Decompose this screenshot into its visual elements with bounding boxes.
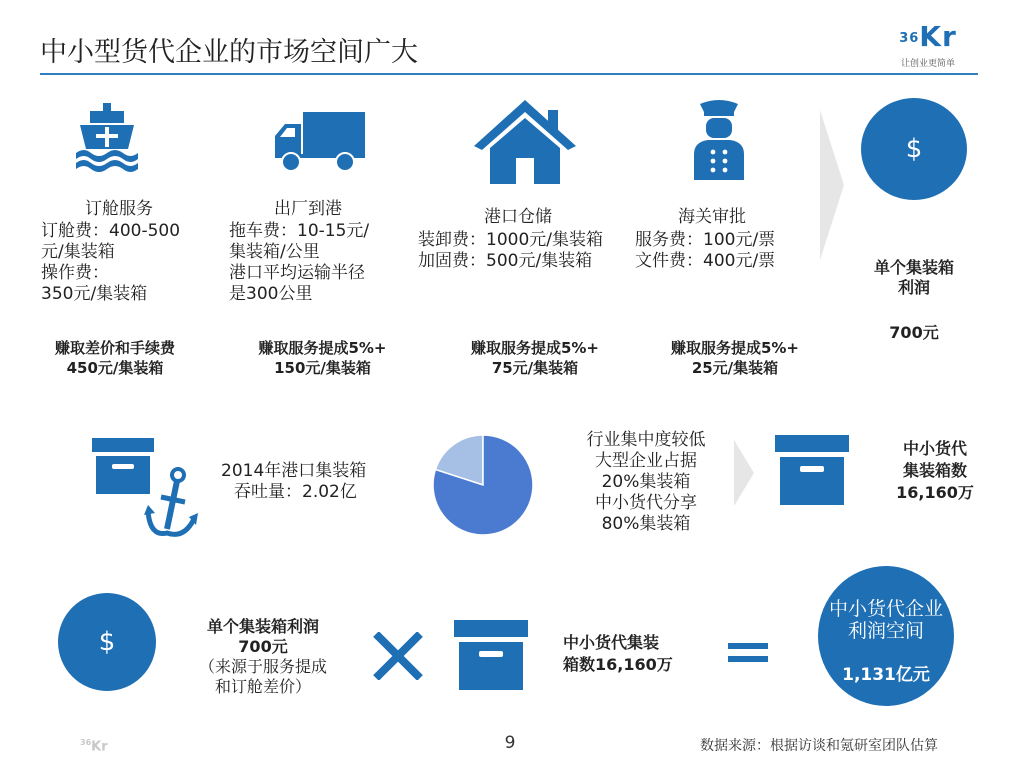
earn-warehouse <box>455 338 615 378</box>
box-icon <box>454 620 528 690</box>
earn-label: 赚取服务提成5%+ <box>470 339 600 357</box>
earn-label: 赚取差价和手续费 <box>54 339 175 357</box>
service-detail-warehouse <box>418 230 603 272</box>
formula-boxes-line: 中小货代集装 <box>563 633 660 652</box>
earn-label: 赚取服务提成5%+ <box>670 339 800 357</box>
throughput-text <box>221 461 366 503</box>
earn-value: 450元/集装箱 <box>66 359 164 377</box>
service-line: 加固费：500元/集装箱 <box>418 251 593 271</box>
service-title-trucking: 出厂到港 <box>274 199 342 219</box>
data-source-note: 数据来源：根据访谈和氪研室团队估算 <box>700 738 938 754</box>
service-detail-customs <box>635 230 775 272</box>
result-circle <box>818 566 954 706</box>
formula-boxes <box>563 632 673 676</box>
result-line: 中小货代企业 <box>828 598 943 620</box>
service-line: 文件费：400元/票 <box>635 251 776 271</box>
earn-value: 25元/集装箱 <box>691 359 779 377</box>
earn-customs <box>655 338 815 378</box>
logo-slogan: 让创业更简单 <box>900 59 955 69</box>
service-line: 拖车费：10-15元/ <box>229 221 370 241</box>
result-value: 1,131亿元 <box>842 665 930 685</box>
logo-main-text: Kr <box>919 20 957 53</box>
market-share-pie <box>430 432 536 538</box>
service-title-customs: 海关审批 <box>678 207 746 227</box>
service-line: 元/集装箱 <box>41 242 115 262</box>
formula-boxes-line: 箱数16,160万 <box>563 655 673 674</box>
formula-profit-note: （来源于服务提成 <box>198 657 327 676</box>
truck-icon <box>275 112 365 172</box>
page-number: 9 <box>504 733 516 753</box>
logo-superscript: 36 <box>899 31 920 46</box>
box-icon <box>775 435 849 505</box>
concentration-line: 行业集中度较低 <box>586 430 706 450</box>
concentration-line: 80%集装箱 <box>601 514 691 534</box>
throughput-line: 2014年港口集装箱 <box>221 461 367 481</box>
equals-icon <box>728 642 768 664</box>
footer-logo-superscript: 36 <box>80 738 92 747</box>
header-divider <box>40 73 978 75</box>
earn-value: 75元/集装箱 <box>491 359 579 377</box>
boxes-value: 16,160万 <box>896 483 974 502</box>
concentration-line: 中小货代分享 <box>595 493 697 513</box>
small-forwarder-boxes <box>880 438 990 504</box>
profit-summary-value: 700元 <box>889 323 939 342</box>
earn-booking <box>30 338 200 378</box>
customs-officer-icon <box>694 98 744 180</box>
anchor-icon <box>144 467 200 545</box>
dollar-icon: $ <box>58 593 156 691</box>
footer-logo-text: Kr <box>91 739 108 755</box>
boxes-line: 中小货代 <box>902 439 967 458</box>
concentration-text <box>566 430 726 535</box>
profit-summary-line: 利润 <box>897 278 930 297</box>
multiply-icon <box>372 632 424 680</box>
footer-logo <box>80 738 108 754</box>
earn-trucking <box>240 338 405 378</box>
formula-profit <box>178 617 348 697</box>
house-icon <box>474 100 576 184</box>
brand-logo <box>888 22 968 69</box>
service-title-warehouse: 港口仓储 <box>484 207 552 227</box>
formula-profit-note: 和订舱差价） <box>214 677 311 696</box>
throughput-line: 吞吐量：2.02亿 <box>234 482 357 502</box>
profit-summary-label <box>852 258 976 298</box>
formula-profit-value: 700元 <box>238 637 288 656</box>
ship-icon <box>76 103 138 175</box>
service-title-booking: 订舱服务 <box>85 199 153 219</box>
service-line: 装卸费：1000元/集装箱 <box>418 230 603 250</box>
service-line: 350元/集装箱 <box>41 284 148 304</box>
service-detail-trucking <box>229 221 369 305</box>
profit-summary-line: 单个集装箱 <box>873 258 954 277</box>
service-line: 是300公里 <box>229 284 313 304</box>
chevron-right-icon <box>820 110 844 260</box>
service-line: 服务费：100元/票 <box>635 230 776 250</box>
dollar-icon: $ <box>861 98 967 200</box>
result-line: 利润空间 <box>847 620 924 642</box>
earn-value: 150元/集装箱 <box>274 359 371 377</box>
concentration-line: 20%集装箱 <box>601 472 691 492</box>
service-line: 港口平均运输半径 <box>229 263 365 283</box>
service-line: 操作费： <box>41 263 109 283</box>
concentration-line: 大型企业占据 <box>595 451 697 471</box>
page-title: 中小型货代企业的市场空间广大 <box>40 37 418 68</box>
service-line: 集装箱/公里 <box>229 242 320 262</box>
service-line: 订舱费：400-500 <box>41 221 181 241</box>
boxes-line: 集装箱数 <box>902 461 967 480</box>
formula-profit-label: 单个集装箱利润 <box>206 617 319 636</box>
service-detail-booking <box>41 221 180 305</box>
earn-label: 赚取服务提成5%+ <box>258 339 387 357</box>
chevron-right-icon <box>734 440 754 506</box>
